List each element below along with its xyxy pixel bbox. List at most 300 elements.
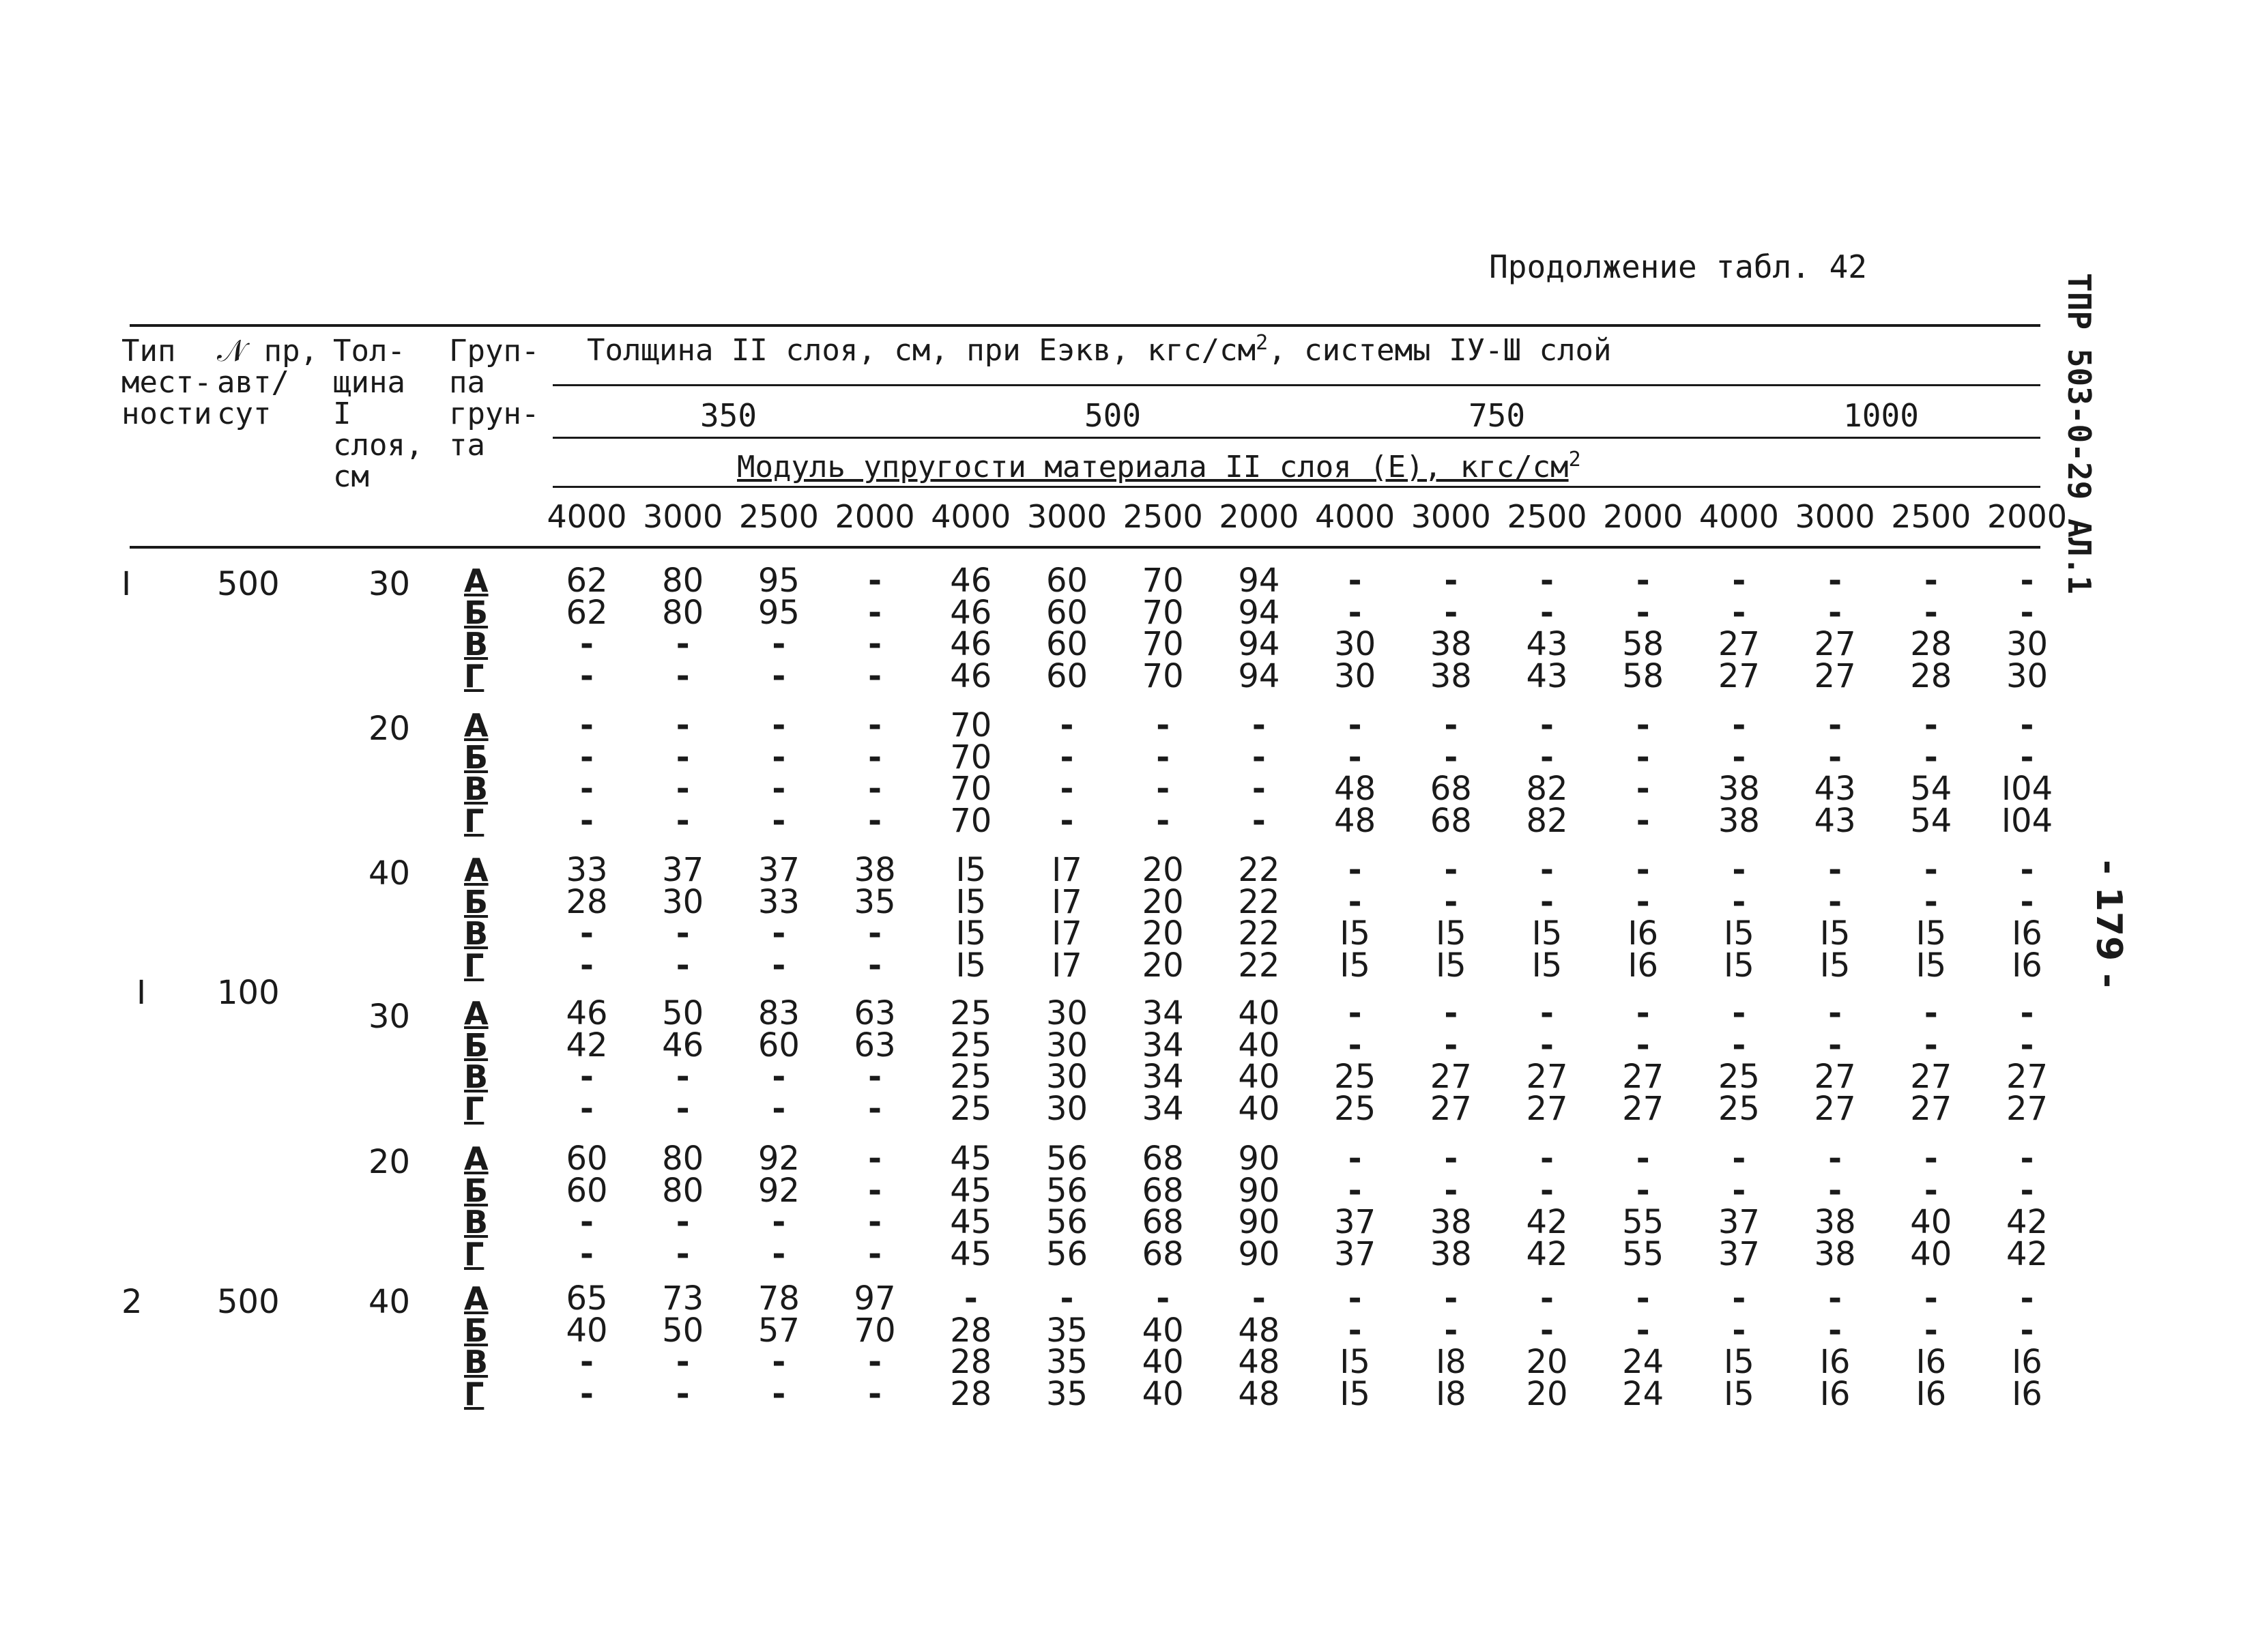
table-cell: -	[1732, 1311, 1746, 1350]
table-cell: 28	[950, 1374, 992, 1413]
side-document-code: ТПР 503-0-29 АЛ.1	[2061, 273, 2098, 594]
header-main-title-text: Толщина II слоя, см, при Еэкв, кгс/см	[587, 333, 1256, 368]
table-cell: -	[1156, 706, 1170, 744]
layer-thickness: 30	[368, 565, 411, 603]
table-cell: -	[1828, 1026, 1842, 1064]
layer-thickness: 20	[368, 1143, 411, 1181]
table-cell: -	[1636, 801, 1650, 840]
table-cell: 48	[1238, 1374, 1280, 1413]
table-cell: -	[676, 801, 690, 840]
table-cell: 60	[1045, 625, 1088, 663]
table-cell: -	[1924, 1171, 1938, 1210]
table-cell: -	[580, 1374, 594, 1413]
table-cell: 40	[1238, 1058, 1280, 1096]
table-cell: 45	[950, 1140, 992, 1178]
table-cell: -	[772, 770, 786, 808]
table-cell: -	[1444, 562, 1458, 600]
table-cell: 27	[1814, 656, 1856, 695]
table-cell: -	[868, 946, 882, 985]
terrain-type: I	[121, 565, 132, 603]
table-cell: -	[1348, 562, 1362, 600]
table-cell: -	[1636, 738, 1650, 777]
table-cell: 70	[950, 738, 992, 777]
table-cell: 27	[1430, 1089, 1472, 1128]
table-cell: 20	[1142, 851, 1184, 889]
table-cell: -	[1252, 706, 1266, 744]
table-cell: 70	[1142, 625, 1184, 663]
table-cell: 27	[1814, 1058, 1856, 1096]
table-cell: 43	[1814, 770, 1856, 808]
table-cell: -	[772, 1234, 786, 1273]
layer-thickness: 40	[368, 1283, 411, 1321]
table-cell: -	[1732, 1026, 1746, 1064]
table-cell: 38	[1718, 770, 1760, 808]
table-cell: -	[772, 706, 786, 744]
table-cell: -	[868, 1140, 882, 1178]
table-cell: -	[1636, 562, 1650, 600]
e-group-750: 750	[1468, 397, 1526, 434]
table-cell: 34	[1142, 994, 1184, 1032]
column-header: 3000	[1026, 498, 1108, 535]
table-cell: 70	[950, 706, 992, 744]
table-cell: I04	[2001, 770, 2053, 808]
table-cell: -	[964, 1279, 978, 1318]
header-soil-group: Груп- па грун- та	[449, 334, 540, 463]
table-cell: 42	[1526, 1203, 1568, 1241]
table-cell: -	[1540, 882, 1554, 921]
table-cell: -	[2020, 593, 2034, 632]
table-cell: 48	[1334, 801, 1376, 840]
table-cell: -	[1540, 1171, 1554, 1210]
table-cell: -	[1636, 1279, 1650, 1318]
table-cell: -	[772, 1089, 786, 1128]
table-cell: 60	[1045, 562, 1088, 600]
table-cell: 38	[1814, 1234, 1856, 1273]
table-cell: 40	[1142, 1343, 1184, 1381]
soil-group: В	[464, 1344, 489, 1380]
soil-group: Г	[464, 657, 485, 695]
table-cell: -	[772, 801, 786, 840]
table-cell: 63	[854, 1026, 896, 1064]
table-cell: 82	[1526, 770, 1568, 808]
table-cell: 40	[566, 1311, 608, 1350]
table-cell: -	[868, 1343, 882, 1381]
table-cell: -	[580, 656, 594, 695]
table-cell: 27	[1526, 1089, 1568, 1128]
table-cell: -	[1924, 738, 1938, 777]
table-cell: -	[1252, 770, 1266, 808]
table-cell: 94	[1238, 562, 1280, 600]
table-cell: 56	[1045, 1203, 1088, 1241]
table-cell: 56	[1045, 1171, 1088, 1210]
table-cell: 90	[1238, 1234, 1280, 1273]
e-group-350: 350	[699, 397, 757, 434]
table-cell: 94	[1238, 625, 1280, 663]
table-cell: -	[1828, 562, 1842, 600]
table-cell: 65	[566, 1279, 608, 1318]
table-cell: 38	[854, 851, 896, 889]
table-cell: 70	[1142, 562, 1184, 600]
table-cell: 48	[1238, 1343, 1280, 1381]
table-cell: 25	[950, 1026, 992, 1064]
table-cell: -	[1060, 1279, 1074, 1318]
table-cell: 58	[1622, 625, 1664, 663]
table-cell: -	[1540, 706, 1554, 744]
table-cell: 70	[1142, 656, 1184, 695]
table-cell: 30	[1045, 1026, 1088, 1064]
table-cell: 33	[757, 882, 800, 921]
soil-group: Б	[464, 594, 489, 631]
table-cell: 30	[1045, 1058, 1088, 1096]
table-cell: 27	[1910, 1058, 1952, 1096]
table-cell: -	[1732, 1140, 1746, 1178]
modulus-title-text: Модуль упругости материала II слоя (Е), кгс/см	[737, 450, 1569, 484]
table-cell: 68	[1430, 801, 1472, 840]
table-cell: -	[1444, 1171, 1458, 1210]
column-header: 2000	[1986, 498, 2068, 535]
table-cell: I5	[1819, 914, 1851, 953]
table-cell: -	[1444, 1311, 1458, 1350]
table-cell: 46	[566, 994, 608, 1032]
table-cell: I8	[1435, 1343, 1466, 1381]
table-cell: 27	[1718, 656, 1760, 695]
table-cell: 46	[662, 1026, 704, 1064]
table-cell: -	[580, 770, 594, 808]
table-cell: I6	[2012, 1343, 2042, 1381]
column-header: 3000	[643, 498, 723, 535]
soil-group: В	[464, 915, 489, 952]
header-thickness: Тол- щина I слоя, см	[333, 334, 424, 494]
table-cell: 40	[1142, 1311, 1184, 1350]
table-cell: 92	[757, 1171, 800, 1210]
table-cell: -	[676, 1203, 690, 1241]
table-cell: -	[1924, 593, 1938, 632]
table-cell: I6	[1915, 1343, 1947, 1381]
table-cell: 57	[757, 1311, 800, 1350]
table-cell: 82	[1526, 801, 1568, 840]
table-cell: 42	[2006, 1234, 2049, 1273]
table-cell: 60	[1045, 593, 1088, 632]
soil-group: Б	[464, 883, 489, 921]
header-rule-1	[553, 384, 2040, 386]
table-cell: -	[1444, 1026, 1458, 1064]
table-cell: -	[772, 625, 786, 663]
header-bottom-rule	[130, 546, 2040, 549]
table-cell: -	[1732, 1279, 1746, 1318]
table-cell: I6	[1819, 1374, 1851, 1413]
table-cell: 27	[1430, 1058, 1472, 1096]
table-cell: 45	[950, 1203, 992, 1241]
column-header: 2500	[738, 498, 819, 535]
table-cell: 27	[2006, 1089, 2049, 1128]
soil-group: А	[464, 1280, 489, 1317]
table-cell: -	[1348, 1171, 1362, 1210]
table-cell: -	[2020, 738, 2034, 777]
header-rule-2	[553, 437, 2040, 439]
table-cell: 22	[1238, 851, 1280, 889]
table-cell: 43	[1526, 625, 1568, 663]
header-main-title	[587, 331, 1612, 368]
table-cell: -	[1924, 1140, 1938, 1178]
table-cell: I8	[1435, 1374, 1466, 1413]
table-cell: 68	[1430, 770, 1472, 808]
table-cell: -	[1348, 1311, 1362, 1350]
table-cell: I5	[955, 851, 987, 889]
table-cell: 34	[1142, 1026, 1184, 1064]
table-cell: 24	[1622, 1343, 1664, 1381]
table-cell: 28	[566, 882, 608, 921]
table-cell: -	[1540, 1026, 1554, 1064]
table-cell: -	[868, 1374, 882, 1413]
table-cell: 27	[2006, 1058, 2049, 1096]
table-cell: -	[1636, 1311, 1650, 1350]
traffic-value: 500	[217, 565, 280, 603]
table-cell: -	[1924, 562, 1938, 600]
table-cell: -	[1828, 994, 1842, 1032]
table-cell: 68	[1142, 1171, 1184, 1210]
table-cell: 38	[1430, 1203, 1472, 1241]
column-header: 4000	[1315, 498, 1395, 535]
table-cell: -	[580, 946, 594, 985]
table-cell: 35	[1045, 1374, 1088, 1413]
table-cell: -	[2020, 1279, 2034, 1318]
table-cell: -	[676, 1374, 690, 1413]
table-cell: -	[868, 1058, 882, 1096]
table-cell: -	[1156, 738, 1170, 777]
table-cell: -	[1732, 882, 1746, 921]
page-number: - 179 -	[2088, 860, 2129, 988]
table-cell: 30	[662, 882, 704, 921]
table-cell: I5	[1531, 914, 1563, 953]
table-cell: -	[580, 1234, 594, 1273]
table-cell: 25	[950, 994, 992, 1032]
table-cell: 40	[1238, 994, 1280, 1032]
terrain-type: I	[136, 974, 147, 1012]
table-cell: 56	[1045, 1140, 1088, 1178]
table-cell: -	[868, 801, 882, 840]
table-cell: 80	[662, 1140, 704, 1178]
table-cell: 25	[1334, 1089, 1376, 1128]
table-cell: I6	[2012, 1374, 2042, 1413]
table-cell: -	[676, 738, 690, 777]
table-cell: I7	[1052, 882, 1082, 921]
table-cell: 40	[1910, 1203, 1952, 1241]
table-cell: 68	[1142, 1140, 1184, 1178]
table-cell: -	[1636, 1026, 1650, 1064]
table-cell: -	[1444, 1140, 1458, 1178]
table-cell: -	[772, 1058, 786, 1096]
table-cell: 35	[1045, 1311, 1088, 1350]
table-cell: 50	[662, 1311, 704, 1350]
table-cell: 24	[1622, 1374, 1664, 1413]
table-cell: 90	[1238, 1171, 1280, 1210]
table-cell: 33	[566, 851, 608, 889]
soil-group: А	[464, 562, 489, 599]
table-cell: 38	[1430, 1234, 1472, 1273]
table-cell: I6	[1628, 914, 1659, 953]
table-cell: 30	[1334, 656, 1376, 695]
table-cell: -	[1828, 1311, 1842, 1350]
top-rule	[130, 324, 2040, 327]
table-cell: -	[676, 1089, 690, 1128]
layer-thickness: 20	[368, 710, 411, 748]
table-cell: -	[1828, 882, 1842, 921]
column-header: 2500	[1507, 498, 1587, 535]
table-cell: -	[676, 946, 690, 985]
table-cell: I5	[1915, 914, 1947, 953]
table-cell: -	[676, 770, 690, 808]
layer-thickness: 30	[368, 998, 411, 1036]
table-cell: 34	[1142, 1058, 1184, 1096]
table-cell: -	[1732, 1171, 1746, 1210]
table-cell: 20	[1526, 1374, 1568, 1413]
table-cell: 60	[1045, 656, 1088, 695]
table-cell: -	[868, 625, 882, 663]
table-cell: -	[1252, 738, 1266, 777]
table-cell: -	[676, 706, 690, 744]
table-cell: -	[1156, 1279, 1170, 1318]
table-cell: -	[580, 1089, 594, 1128]
table-cell: -	[772, 1203, 786, 1241]
table-cell: -	[1540, 851, 1554, 889]
column-header: 2500	[1123, 498, 1203, 535]
table-cell: 58	[1622, 656, 1664, 695]
table-cell: -	[1348, 994, 1362, 1032]
table-cell: 37	[757, 851, 800, 889]
table-cell: -	[1732, 593, 1746, 632]
table-cell: -	[1348, 593, 1362, 632]
table-cell: 90	[1238, 1140, 1280, 1178]
table-cell: I5	[1340, 1374, 1370, 1413]
table-cell: 80	[662, 593, 704, 632]
table-cell: -	[772, 946, 786, 985]
table-cell: I5	[1724, 946, 1754, 985]
table-cell: 90	[1238, 1203, 1280, 1241]
table-cell: -	[1348, 1026, 1362, 1064]
terrain-type: 2	[121, 1283, 143, 1321]
table-cell: 20	[1142, 882, 1184, 921]
table-cell: 70	[950, 801, 992, 840]
soil-group: В	[464, 626, 489, 663]
table-cell: 94	[1238, 656, 1280, 695]
table-cell: -	[1444, 994, 1458, 1032]
table-cell: -	[868, 706, 882, 744]
table-cell: -	[772, 914, 786, 953]
table-cell: 27	[1814, 1089, 1856, 1128]
table-cell: -	[580, 1058, 594, 1096]
table-cell: 22	[1238, 946, 1280, 985]
table-cell: 25	[950, 1058, 992, 1096]
column-header: 2000	[1603, 498, 1683, 535]
table-cell: -	[580, 1343, 594, 1381]
table-cell: I6	[1915, 1374, 1947, 1413]
table-cell: I6	[2012, 946, 2042, 985]
table-cell: 60	[566, 1140, 608, 1178]
table-cell: -	[1636, 770, 1650, 808]
column-header: 4000	[547, 498, 627, 535]
column-header: 2500	[1891, 498, 1971, 535]
table-cell: 22	[1238, 882, 1280, 921]
table-cell: 60	[566, 1171, 608, 1210]
table-cell: -	[1636, 1140, 1650, 1178]
table-cell: 27	[1718, 625, 1760, 663]
table-cell: -	[1060, 706, 1074, 744]
table-cell: 28	[950, 1343, 992, 1381]
table-cell: I5	[955, 946, 987, 985]
table-cell: -	[1540, 1311, 1554, 1350]
soil-group: Г	[464, 946, 485, 984]
table-cell: 22	[1238, 914, 1280, 953]
modulus-title-sup: 2	[1568, 448, 1581, 472]
soil-group: В	[464, 1058, 489, 1095]
table-cell: -	[1828, 593, 1842, 632]
table-cell: 40	[1238, 1089, 1280, 1128]
table-cell: 97	[854, 1279, 896, 1318]
table-cell: 35	[1045, 1343, 1088, 1381]
table-cell: I6	[1628, 946, 1659, 985]
table-cell: 27	[1622, 1058, 1664, 1096]
table-cell: -	[1732, 851, 1746, 889]
header-rule-3	[553, 486, 2040, 488]
table-cell: 46	[950, 656, 992, 695]
table-cell: -	[1732, 738, 1746, 777]
table-cell: -	[1924, 1279, 1938, 1318]
table-cell: 48	[1238, 1311, 1280, 1350]
table-cell: 30	[2006, 625, 2049, 663]
table-cell: 55	[1622, 1234, 1664, 1273]
table-cell: -	[1636, 706, 1650, 744]
table-cell: 25	[1334, 1058, 1376, 1096]
table-cell: 62	[566, 562, 608, 600]
table-cell: -	[868, 738, 882, 777]
column-header: 3000	[1411, 498, 1491, 535]
table-cell: 70	[950, 770, 992, 808]
layer-thickness: 40	[368, 854, 411, 893]
soil-group: Б	[464, 1172, 489, 1209]
table-cell: 68	[1142, 1203, 1184, 1241]
soil-group: А	[464, 852, 489, 888]
table-cell: 80	[662, 1171, 704, 1210]
table-cell: -	[1444, 593, 1458, 632]
table-cell: I5	[955, 882, 987, 921]
table-cell: -	[1444, 851, 1458, 889]
soil-group: Б	[464, 1026, 489, 1064]
table-cell: 30	[1045, 994, 1088, 1032]
soil-group: Б	[464, 1312, 489, 1349]
table-cell: 70	[854, 1311, 896, 1350]
table-cell: 27	[1526, 1058, 1568, 1096]
table-cell: -	[1348, 851, 1362, 889]
table-cell: 95	[757, 593, 800, 632]
table-cell: -	[580, 625, 594, 663]
table-cell: 34	[1142, 1089, 1184, 1128]
table-cell: -	[1060, 738, 1074, 777]
table-cell: 54	[1910, 801, 1952, 840]
table-cell: -	[1636, 851, 1650, 889]
table-cell: I6	[1819, 1343, 1851, 1381]
table-cell: 38	[1718, 801, 1760, 840]
table-cell: 28	[950, 1311, 992, 1350]
header-main-title-tail: , системы IУ-Ш слой	[1268, 333, 1612, 368]
table-cell: 68	[1142, 1234, 1184, 1273]
soil-group: А	[464, 1140, 489, 1177]
table-cell: 43	[1814, 801, 1856, 840]
table-cell: -	[1924, 994, 1938, 1032]
table-cell: -	[1828, 1279, 1842, 1318]
table-cell: 30	[2006, 656, 2049, 695]
table-cell: -	[1828, 851, 1842, 889]
table-cell: 50	[662, 994, 704, 1032]
